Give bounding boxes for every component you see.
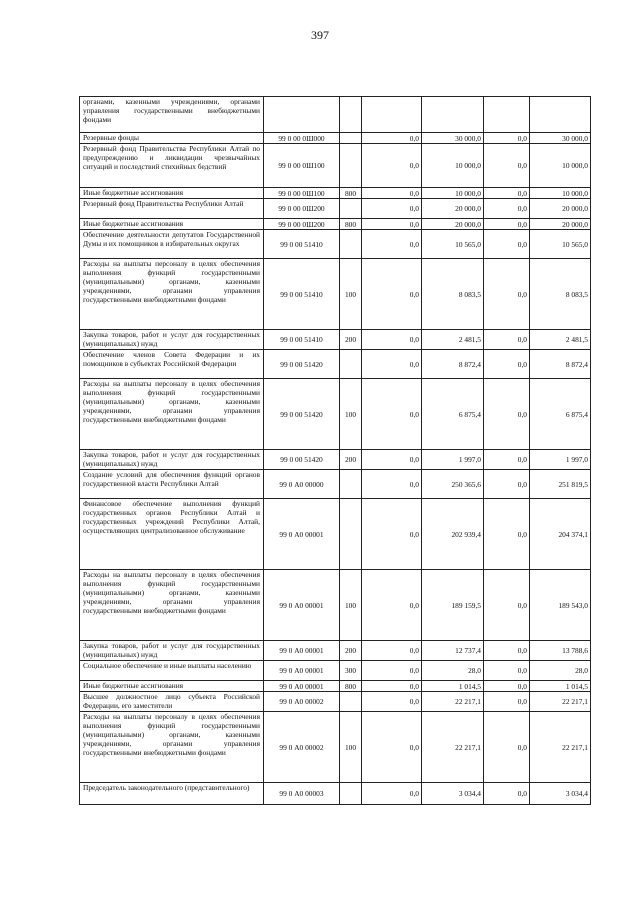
row-value-2: 202 939,4 [422, 499, 484, 570]
row-name: Расходы на выплаты персоналу в целях обеспечения выполнения функций государственными (муниципальными) органами, казенными учреждениями, органами управления государственными внебюджетными фондами [80, 570, 264, 641]
table-row [80, 499, 591, 570]
row-value-3: 0,0 [484, 133, 530, 144]
table-row [80, 379, 591, 450]
row-value-1: 0,0 [362, 144, 422, 188]
table-row [80, 199, 591, 219]
row-name: Иные бюджетные ассигнования [80, 219, 264, 230]
row-value-4: 10 000,0 [530, 188, 591, 199]
table-row [80, 188, 591, 199]
row-code: 99 0 А0 00003 [264, 783, 340, 805]
row-expense-type: 800 [340, 188, 362, 199]
row-value-4: 30 000,0 [530, 133, 591, 144]
row-value-4: 189 543,0 [530, 570, 591, 641]
row-name: Финансовое обеспечение выполнения функций государственных органов Республики Алтай и государственных учреждений Республики Алтай, осуществляющих централизованное обслуживание [80, 499, 264, 570]
row-value-3: 0,0 [484, 230, 530, 259]
row-value-2: 1 014,5 [422, 681, 484, 692]
row-value-4: 204 374,1 [530, 499, 591, 570]
row-value-3: 0,0 [484, 450, 530, 470]
row-value-3: 0,0 [484, 470, 530, 499]
row-value-1: 0,0 [362, 499, 422, 570]
row-value-3: 0,0 [484, 692, 530, 712]
row-code: 99 0 00 0Ш100 [264, 188, 340, 199]
row-expense-type [340, 783, 362, 805]
row-name: Создание условий для обеспечения функций органов государственной власти Республики Алтай [80, 470, 264, 499]
row-value-1: 0,0 [362, 661, 422, 681]
table-body [80, 97, 591, 805]
row-value-1: 0,0 [362, 188, 422, 199]
row-code: 99 0 00 0Ш100 [264, 144, 340, 188]
row-name: Иные бюджетные ассигнования [80, 188, 264, 199]
row-value-4: 8 872,4 [530, 350, 591, 379]
row-value-4: 20 000,0 [530, 199, 591, 219]
row-value-1: 0,0 [362, 199, 422, 219]
row-value-2: 8 872,4 [422, 350, 484, 379]
table-row [80, 350, 591, 379]
row-value-3: 0,0 [484, 144, 530, 188]
row-value-2: 10 565,0 [422, 230, 484, 259]
row-name: Резервный фонд Правительства Республики Алтай [80, 199, 264, 219]
row-name: Резервный фонд Правительства Республики Алтай по предупреждению и ликвидации чрезвычайных ситуаций и последствий стихийных бедствий [80, 144, 264, 188]
row-value-1: 0,0 [362, 692, 422, 712]
row-value-3 [484, 97, 530, 133]
row-value-3: 0,0 [484, 219, 530, 230]
row-value-1: 0,0 [362, 641, 422, 661]
row-expense-type: 200 [340, 330, 362, 350]
row-name: Обеспечение деятельности депутатов Государственной Думы и их помощников в избирательных округах [80, 230, 264, 259]
row-value-2: 3 034,4 [422, 783, 484, 805]
row-name: Закупка товаров, работ и услуг для государственных (муниципальных) нужд [80, 330, 264, 350]
row-value-1: 0,0 [362, 712, 422, 783]
row-code: 99 0 А0 00002 [264, 712, 340, 783]
table-row [80, 712, 591, 783]
row-code: 99 0 А0 00001 [264, 661, 340, 681]
row-name: Социальное обеспечение и иные выплаты населению [80, 661, 264, 681]
row-expense-type [340, 350, 362, 379]
row-value-2: 28,0 [422, 661, 484, 681]
row-expense-type: 100 [340, 379, 362, 450]
table-row [80, 641, 591, 661]
table-row [80, 661, 591, 681]
row-value-3: 0,0 [484, 641, 530, 661]
row-value-4: 6 875,4 [530, 379, 591, 450]
row-value-2: 12 737,4 [422, 641, 484, 661]
row-value-4: 251 819,5 [530, 470, 591, 499]
row-value-3: 0,0 [484, 379, 530, 450]
row-value-2: 20 000,0 [422, 199, 484, 219]
table-row [80, 783, 591, 805]
table-row [80, 144, 591, 188]
row-name: Иные бюджетные ассигнования [80, 681, 264, 692]
row-value-2 [422, 97, 484, 133]
row-code: 99 0 00 51410 [264, 230, 340, 259]
row-code [264, 97, 340, 133]
table-row [80, 570, 591, 641]
row-value-2: 2 481,5 [422, 330, 484, 350]
row-code: 99 0 00 0Ш000 [264, 133, 340, 144]
row-code: 99 0 00 51410 [264, 259, 340, 330]
row-value-1: 0,0 [362, 259, 422, 330]
row-code: 99 0 00 51410 [264, 330, 340, 350]
row-name: Высшее должностное лицо субъекта Российской Федерации, его заместители [80, 692, 264, 712]
table-row [80, 330, 591, 350]
row-value-2: 8 083,5 [422, 259, 484, 330]
table-row [80, 681, 591, 692]
row-expense-type: 100 [340, 259, 362, 330]
row-value-2: 10 000,0 [422, 188, 484, 199]
row-code: 99 0 А0 00001 [264, 641, 340, 661]
row-name: Расходы на выплаты персоналу в целях обеспечения выполнения функций государственными (муниципальными) органами, казенными учреждениями, органами управления государственными внебюджетными фондами [80, 379, 264, 450]
table-row [80, 97, 591, 133]
row-value-3: 0,0 [484, 350, 530, 379]
row-value-1: 0,0 [362, 570, 422, 641]
row-value-1 [362, 97, 422, 133]
row-name: Обеспечение членов Совета Федерации и их помощников в субъектах Российской Федерации [80, 350, 264, 379]
row-value-2: 22 217,1 [422, 712, 484, 783]
table-row [80, 230, 591, 259]
row-value-1: 0,0 [362, 230, 422, 259]
row-expense-type: 300 [340, 661, 362, 681]
row-value-2: 6 875,4 [422, 379, 484, 450]
table-row [80, 259, 591, 330]
row-value-2: 189 159,5 [422, 570, 484, 641]
row-name: Расходы на выплаты персоналу в целях обеспечения выполнения функций государственными (муниципальными) органами, казенными учреждениями, органами управления государственными внебюджетными фондами [80, 259, 264, 330]
row-value-1: 0,0 [362, 681, 422, 692]
table-row [80, 133, 591, 144]
row-value-4: 10 565,0 [530, 230, 591, 259]
row-code: 99 0 А0 00001 [264, 499, 340, 570]
row-value-3: 0,0 [484, 712, 530, 783]
row-value-4: 22 217,1 [530, 692, 591, 712]
row-expense-type: 100 [340, 712, 362, 783]
row-value-4 [530, 97, 591, 133]
row-expense-type: 800 [340, 681, 362, 692]
row-value-4: 22 217,1 [530, 712, 591, 783]
row-value-1: 0,0 [362, 450, 422, 470]
row-name: органами, казенными учреждениями, органами управления государственными внебюджетными фондами [80, 97, 264, 133]
row-code: 99 0 А0 00002 [264, 692, 340, 712]
row-name: Расходы на выплаты персоналу в целях обеспечения выполнения функций государственными (муниципальными) органами, казенными учреждениями, органами управления государственными внебюджетными фондами [80, 712, 264, 783]
row-value-2: 10 000,0 [422, 144, 484, 188]
row-code: 99 0 А0 00001 [264, 570, 340, 641]
table-row [80, 450, 591, 470]
row-expense-type [340, 692, 362, 712]
row-value-4: 20 000,0 [530, 219, 591, 230]
row-expense-type [340, 97, 362, 133]
row-value-2: 30 000,0 [422, 133, 484, 144]
row-value-4: 8 083,5 [530, 259, 591, 330]
row-value-3: 0,0 [484, 681, 530, 692]
row-value-1: 0,0 [362, 783, 422, 805]
row-value-4: 2 481,5 [530, 330, 591, 350]
budget-table [79, 96, 591, 805]
row-value-4: 13 788,6 [530, 641, 591, 661]
row-code: 99 0 00 0Ш200 [264, 199, 340, 219]
row-value-1: 0,0 [362, 470, 422, 499]
row-expense-type [340, 470, 362, 499]
row-value-3: 0,0 [484, 661, 530, 681]
row-value-1: 0,0 [362, 379, 422, 450]
row-expense-type [340, 133, 362, 144]
row-expense-type: 200 [340, 450, 362, 470]
row-value-4: 1 014,5 [530, 681, 591, 692]
row-name: Закупка товаров, работ и услуг для государственных (муниципальных) нужд [80, 641, 264, 661]
row-value-4: 1 997,0 [530, 450, 591, 470]
row-value-4: 3 034,4 [530, 783, 591, 805]
row-value-3: 0,0 [484, 259, 530, 330]
row-value-3: 0,0 [484, 499, 530, 570]
row-value-3: 0,0 [484, 199, 530, 219]
row-value-4: 10 000,0 [530, 144, 591, 188]
row-code: 99 0 А0 00000 [264, 470, 340, 499]
row-value-1: 0,0 [362, 133, 422, 144]
row-value-1: 0,0 [362, 330, 422, 350]
row-code: 99 0 00 51420 [264, 450, 340, 470]
row-code: 99 0 00 0Ш200 [264, 219, 340, 230]
row-expense-type [340, 144, 362, 188]
table-row [80, 219, 591, 230]
row-value-2: 1 997,0 [422, 450, 484, 470]
row-value-1: 0,0 [362, 350, 422, 379]
row-name: Резервные фонды [80, 133, 264, 144]
row-value-1: 0,0 [362, 219, 422, 230]
row-code: 99 0 А0 00001 [264, 681, 340, 692]
table-row [80, 692, 591, 712]
row-value-3: 0,0 [484, 188, 530, 199]
row-expense-type [340, 230, 362, 259]
row-value-4: 28,0 [530, 661, 591, 681]
row-value-2: 250 365,6 [422, 470, 484, 499]
row-code: 99 0 00 51420 [264, 379, 340, 450]
page-number: 397 [311, 28, 329, 42]
row-value-2: 20 000,0 [422, 219, 484, 230]
row-name: Председатель законодательного (представительного) [80, 783, 264, 805]
row-expense-type [340, 199, 362, 219]
row-expense-type: 200 [340, 641, 362, 661]
row-code: 99 0 00 51420 [264, 350, 340, 379]
row-expense-type [340, 499, 362, 570]
row-value-3: 0,0 [484, 330, 530, 350]
row-value-2: 22 217,1 [422, 692, 484, 712]
row-name: Закупка товаров, работ и услуг для государственных (муниципальных) нужд [80, 450, 264, 470]
row-expense-type: 100 [340, 570, 362, 641]
table-row [80, 470, 591, 499]
row-value-3: 0,0 [484, 570, 530, 641]
row-value-3: 0,0 [484, 783, 530, 805]
row-expense-type: 800 [340, 219, 362, 230]
